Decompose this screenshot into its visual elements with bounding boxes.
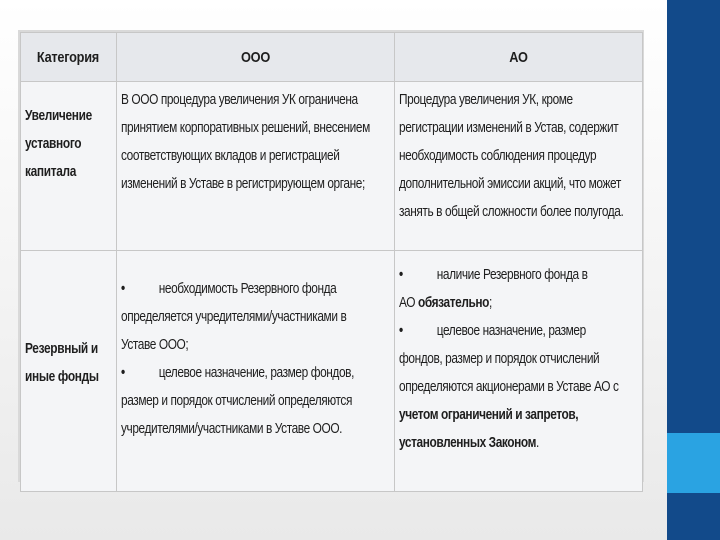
row-capital-ao-cell [395, 82, 643, 251]
row-capital-label-cell [21, 82, 117, 251]
header-ao-cell [395, 33, 643, 82]
row-funds-ooo-cell [117, 251, 395, 492]
header-ooo: ООО [240, 48, 270, 66]
row-funds-label-cell [21, 251, 117, 492]
row-funds-ao-text: • наличие Резервного фонда в АО обязательно; • целевое назначение, размер фондов, размер и порядок отчислений определяются акционерами в Уставе АО с учетом ограничений и запретов, установленных Законом. [399, 255, 638, 457]
list-item: • целевое назначение, размер фондов, [121, 359, 390, 387]
bullet-icon: • [121, 281, 125, 297]
table-row-capital [21, 82, 643, 251]
table-row-funds [21, 251, 643, 492]
list-item: • необходимость Резервного фонда [121, 275, 390, 303]
header-ao: АО [509, 48, 528, 66]
comparison-table [20, 32, 643, 492]
list-item: • наличие Резервного фонда в [399, 261, 638, 289]
header-ooo-cell [117, 33, 395, 82]
row-funds-label: Резервный и иные фонды [25, 341, 99, 385]
bullet-icon: • [399, 323, 403, 339]
list-item: • целевое назначение, размер [399, 317, 638, 345]
bullet-icon: • [121, 365, 125, 381]
decorative-sidebar-accent [667, 433, 720, 493]
table-header-row [21, 33, 643, 82]
row-capital-ao-text: Процедура увеличения УК, кроме регистрации изменений в Устав, содержит необходимость соблюдения процедур дополнительной эмиссии акций, что может занять в общей сложности более полугода. [399, 92, 624, 220]
row-capital-ooo-cell [117, 82, 395, 251]
row-funds-ao-cell [395, 251, 643, 492]
row-capital-ooo-text: В ООО процедура увеличения УК ограничена принятием корпоративных решений, внесением соответствующих вкладов и регистрацией изменений в Уставе в регистрирующем органе; [121, 92, 370, 192]
bullet-icon: • [399, 267, 403, 283]
header-category-cell [21, 33, 117, 82]
header-category: Категория [36, 48, 99, 66]
row-funds-ooo-text: • необходимость Резервного фонда определяется учредителями/участниками в Уставе ООО; • целевое назначение, размер фондов, размер и порядок отчислений определяются учредителями/участниками в Уставе ООО. [121, 255, 390, 443]
row-capital-label: Увеличение уставного капитала [25, 108, 92, 180]
